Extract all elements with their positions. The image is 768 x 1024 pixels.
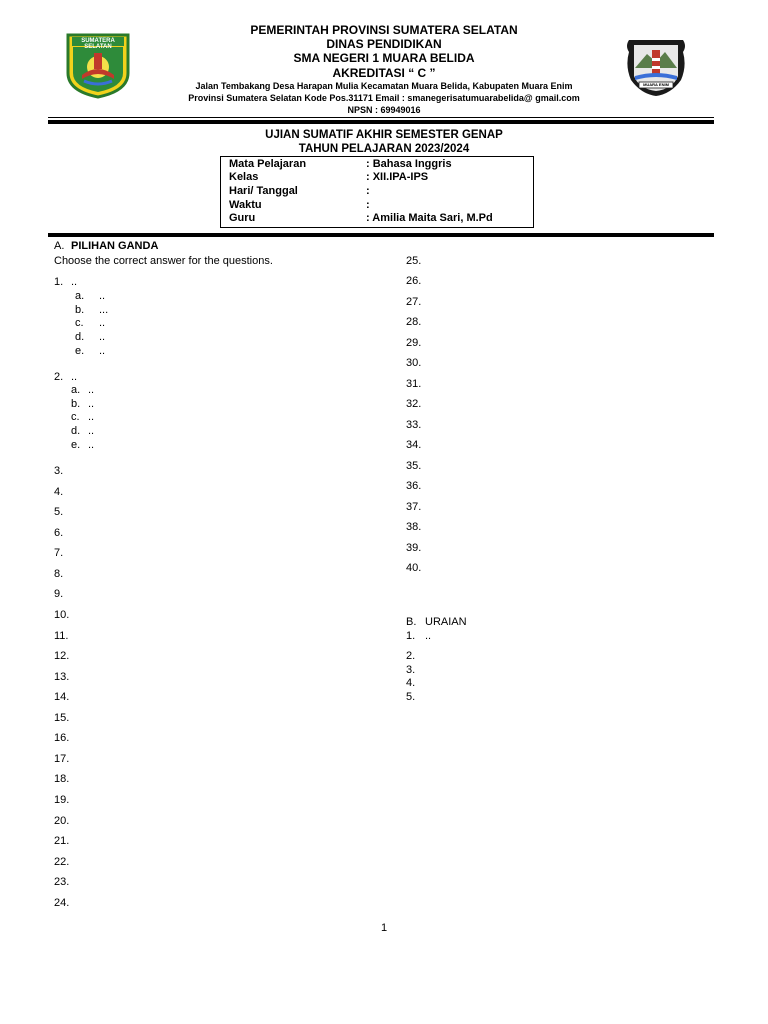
question-number: 19.	[54, 794, 70, 806]
header-line-3: SMA NEGERI 1 MUARA BELIDA	[293, 51, 475, 65]
question-number: 35.	[406, 460, 422, 472]
question-number: 29.	[406, 337, 422, 349]
question-number: 18.	[54, 773, 70, 785]
question-number: 32.	[406, 398, 422, 410]
exam-title-1: UJIAN SUMATIF AKHIR SEMESTER GENAP	[265, 129, 503, 141]
option-letter: a.	[75, 290, 85, 302]
header-line-2: DINAS PENDIDIKAN	[326, 37, 442, 51]
section-b-heading: URAIAN	[425, 616, 467, 628]
section-rule	[48, 233, 714, 237]
option-text: ..	[88, 439, 95, 451]
question-number: 11.	[54, 630, 69, 642]
option-letter: d.	[71, 425, 81, 437]
option-text: ...	[99, 304, 109, 316]
header-line-4: AKREDITASI “ C ”	[332, 66, 436, 80]
info-row	[229, 171, 428, 183]
header-address-1: Jalan Tembakang Desa Harapan Mulia Kecamatan Muara Belida, Kabupaten Muara Enim	[195, 81, 573, 91]
info-label: Hari/ Tanggal	[229, 185, 298, 197]
question-number: 9.	[54, 588, 64, 600]
exam-info-box	[220, 156, 534, 228]
option-text: ..	[88, 425, 95, 437]
info-label: Mata Pelajaran	[229, 158, 307, 170]
question-number: 40.	[406, 562, 422, 574]
question-number: 14.	[54, 691, 70, 703]
question-number: 15.	[54, 712, 70, 724]
exam-title-2: TAHUN PELAJARAN 2023/2024	[298, 143, 470, 155]
left-logo-text: SUMATERA SELATAN	[81, 38, 115, 50]
info-row	[229, 158, 452, 170]
question-number: 10.	[54, 609, 70, 621]
option-letter: c.	[75, 317, 84, 329]
option-text: ..	[99, 345, 106, 357]
page-number: 1	[380, 922, 388, 934]
essay-number: 4.	[406, 677, 416, 689]
option-text: ..	[99, 317, 106, 329]
question-number: 21.	[54, 835, 70, 847]
option-text: ..	[88, 398, 95, 410]
question-number: 30.	[406, 357, 422, 369]
header-rule-thin	[48, 117, 714, 118]
section-a-instruction: Choose the correct answer for the questions.	[54, 255, 273, 267]
question-number: 3.	[54, 465, 64, 477]
info-value: :	[366, 185, 370, 197]
essay-number: 5.	[406, 691, 416, 703]
option-text: ..	[99, 331, 106, 343]
option-letter: e.	[71, 439, 81, 451]
option-letter: e.	[75, 345, 85, 357]
essay-number: 2.	[406, 650, 416, 662]
question-1-text: ..	[71, 276, 78, 288]
question-number: 20.	[54, 815, 70, 827]
right-logo-text: MUARA ENIM	[643, 82, 669, 87]
header-npsn: NPSN : 69949016	[347, 105, 421, 115]
info-label: Waktu	[229, 199, 262, 211]
question-number: 22.	[54, 856, 70, 868]
question-number: 7.	[54, 547, 64, 559]
question-2-text: ..	[71, 371, 78, 383]
question-number: 37.	[406, 501, 422, 513]
section-b-letter: B.	[406, 616, 417, 628]
question-1-number: 1.	[54, 276, 64, 288]
question-number: 36.	[406, 480, 422, 492]
info-label: Kelas	[229, 171, 259, 183]
question-number: 17.	[54, 753, 70, 765]
info-value: :	[366, 199, 370, 211]
header-rule-thick	[48, 120, 714, 124]
question-number: 23.	[54, 876, 70, 888]
option-letter: b.	[75, 304, 85, 316]
option-text: ..	[88, 384, 95, 396]
essay-number: 3.	[406, 664, 416, 676]
question-number: 27.	[406, 296, 422, 308]
question-number: 39.	[406, 542, 422, 554]
option-letter: a.	[71, 384, 81, 396]
header-line-1: PEMERINTAH PROVINSI SUMATERA SELATAN	[250, 23, 518, 37]
info-value: : Bahasa Inggris	[366, 158, 452, 170]
question-2-number: 2.	[54, 371, 64, 383]
option-letter: d.	[75, 331, 85, 343]
question-number: 25.	[406, 255, 422, 267]
question-number: 34.	[406, 439, 422, 451]
question-number: 28.	[406, 316, 422, 328]
question-number: 12.	[54, 650, 70, 662]
option-text: ..	[99, 290, 106, 302]
question-number: 6.	[54, 527, 64, 539]
header-address-2: Provinsi Sumatera Selatan Kode Pos.31171 Email : smanegerisatumuarabelida@ gmail.com	[188, 93, 580, 103]
section-a-heading: PILIHAN GANDA	[71, 240, 159, 252]
info-row	[229, 212, 493, 224]
info-row	[229, 185, 370, 197]
question-number: 38.	[406, 521, 422, 533]
essay-number: 1.	[406, 630, 416, 642]
info-value: : XII.IPA-IPS	[366, 171, 429, 183]
question-number: 8.	[54, 568, 64, 580]
question-number: 31.	[406, 378, 422, 390]
option-letter: b.	[71, 398, 81, 410]
option-text: ..	[88, 411, 95, 423]
question-number: 26.	[406, 275, 422, 287]
info-value: : Amilia Maita Sari, M.Pd	[366, 212, 493, 224]
option-letter: c.	[71, 411, 80, 423]
info-label: Guru	[229, 212, 256, 224]
question-number: 5.	[54, 506, 64, 518]
info-row	[229, 199, 370, 211]
section-a-letter: A.	[54, 240, 65, 252]
question-number: 4.	[54, 486, 64, 498]
question-number: 16.	[54, 732, 70, 744]
question-number: 33.	[406, 419, 422, 431]
question-number: 13.	[54, 671, 70, 683]
essay-text: ..	[425, 630, 432, 642]
question-number: 24.	[54, 897, 70, 909]
